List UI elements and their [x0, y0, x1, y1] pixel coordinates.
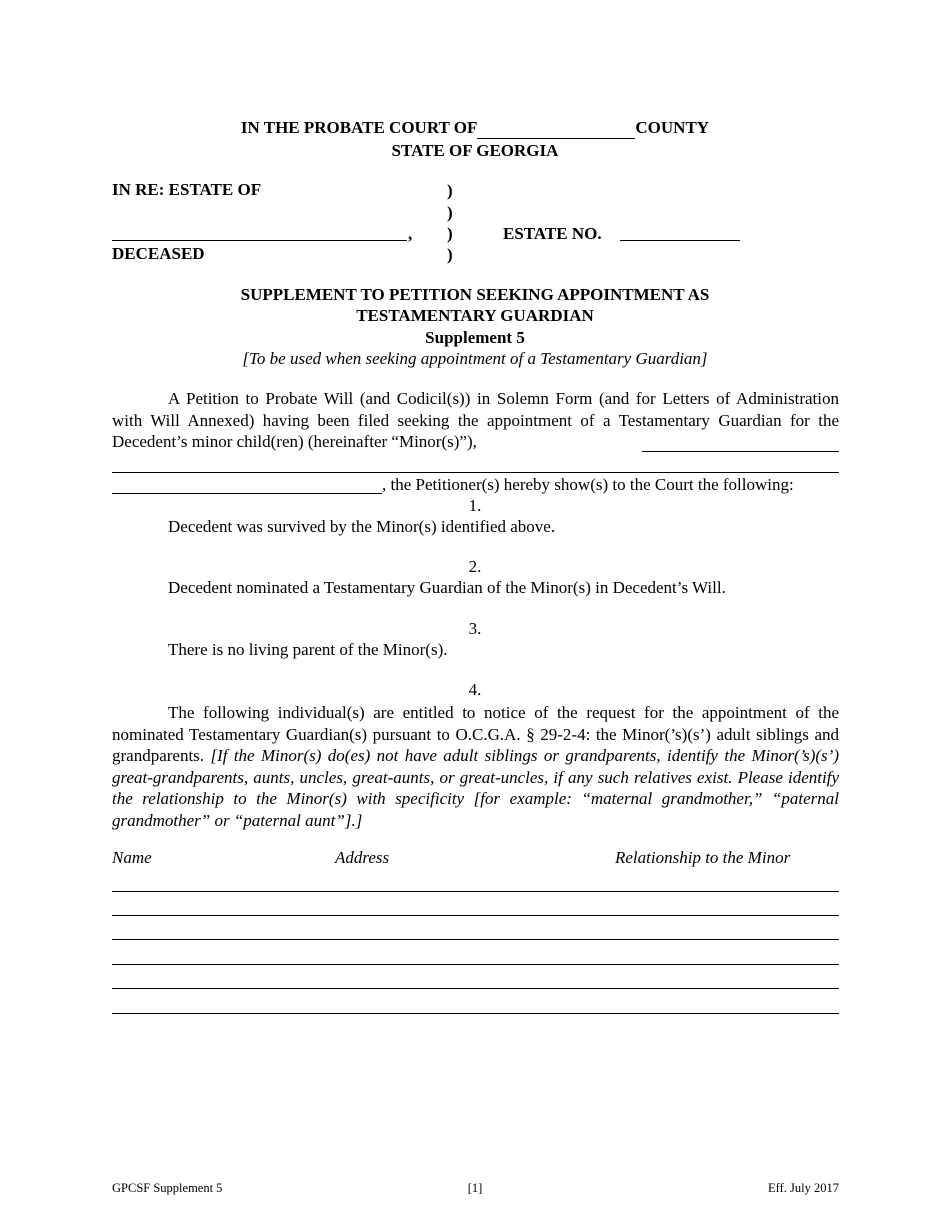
in-re-label: IN RE: ESTATE OF: [112, 180, 262, 199]
estate-no-blank[interactable]: [620, 240, 740, 241]
item-4-paragraph: [112, 702, 839, 831]
supplement-number: Supplement 5: [425, 328, 525, 347]
court-prefix: IN THE PROBATE COURT OF: [240, 118, 478, 137]
item-1-text: Decedent was survived by the Minor(s) identified above.: [168, 517, 556, 536]
usage-note: [To be used when seeking appointment of a Testamentary Guardian]: [242, 349, 708, 368]
footer-page-number: [1]: [467, 1181, 483, 1195]
item-1-number: 1.: [468, 496, 482, 515]
caption-paren-1: ): [447, 181, 453, 200]
state-heading: STATE OF GEORGIA: [391, 141, 559, 160]
county-blank[interactable]: [477, 118, 635, 139]
entry-line[interactable]: [112, 1013, 839, 1014]
entry-line[interactable]: [112, 988, 839, 989]
col-name-header: Name: [112, 848, 152, 867]
item-4-text: The following individual(s) are entitled to notice of the request for the appointment of the nominated Testamentary Guardian(s) pursuant to O.C.G.A. § 29-2-4: the Minor(’s)(s’) adult siblings and grandparents.: [112, 703, 839, 765]
caption-paren-2: ): [447, 203, 453, 222]
entry-line[interactable]: [112, 915, 839, 916]
item-4-number: 4.: [468, 680, 482, 699]
footer-effective-date: Eff. July 2017: [768, 1181, 839, 1195]
court-heading: [0, 118, 950, 139]
entry-line[interactable]: [112, 964, 839, 965]
minors-blank-1[interactable]: [642, 451, 839, 452]
item-3-text: There is no living parent of the Minor(s).: [168, 640, 448, 659]
item-4-instruction: [If the Minor(s) do(es) not have adult siblings or grandparents, identify the Minor(’s)(s’) great-grandparents, aunts, uncles, great-aunts, or great-uncles, if any such relatives exist. Please identify the relationship to the Minor(s) with specificity [for example: “maternal grandmother,” “paternal grandmother” or “paternal aunt”].]: [112, 746, 840, 830]
minors-blank-2[interactable]: [112, 472, 839, 473]
footer-form-id: GPCSF Supplement 5: [112, 1181, 223, 1195]
item-2-number: 2.: [468, 557, 482, 576]
col-relationship-header: Relationship to the Minor: [615, 848, 791, 867]
court-suffix: COUNTY: [635, 118, 710, 137]
title-line-2: TESTAMENTARY GUARDIAN: [356, 306, 594, 325]
intro-paragraph: [112, 388, 839, 453]
entry-line[interactable]: [112, 939, 839, 940]
intro-closing: , the Petitioner(s) hereby show(s) to the Court the following:: [382, 475, 794, 494]
title-line-1: SUPPLEMENT TO PETITION SEEKING APPOINTMENT AS: [240, 285, 710, 304]
caption-comma: ,: [408, 224, 413, 243]
entry-line[interactable]: [112, 891, 839, 892]
item-3-number: 3.: [468, 619, 482, 638]
col-address-header: Address: [335, 848, 390, 867]
decedent-name-blank[interactable]: [112, 240, 407, 241]
intro-text: A Petition to Probate Will (and Codicil(s)) in Solemn Form (and for Letters of Administration with Will Annexed) having been filed seeking the appointment of a Testamentary Guardian for the Decedent’s minor child(ren) (hereinafter “Minor(s)”),: [112, 389, 839, 451]
item-2-text: Decedent nominated a Testamentary Guardian of the Minor(s) in Decedent’s Will.: [168, 578, 726, 597]
estate-no-label: ESTATE NO.: [503, 224, 602, 243]
caption-paren-3: ): [447, 224, 453, 243]
deceased-label: DECEASED: [112, 244, 205, 263]
caption-paren-4: ): [447, 245, 453, 264]
minors-blank-3[interactable]: [112, 493, 382, 494]
